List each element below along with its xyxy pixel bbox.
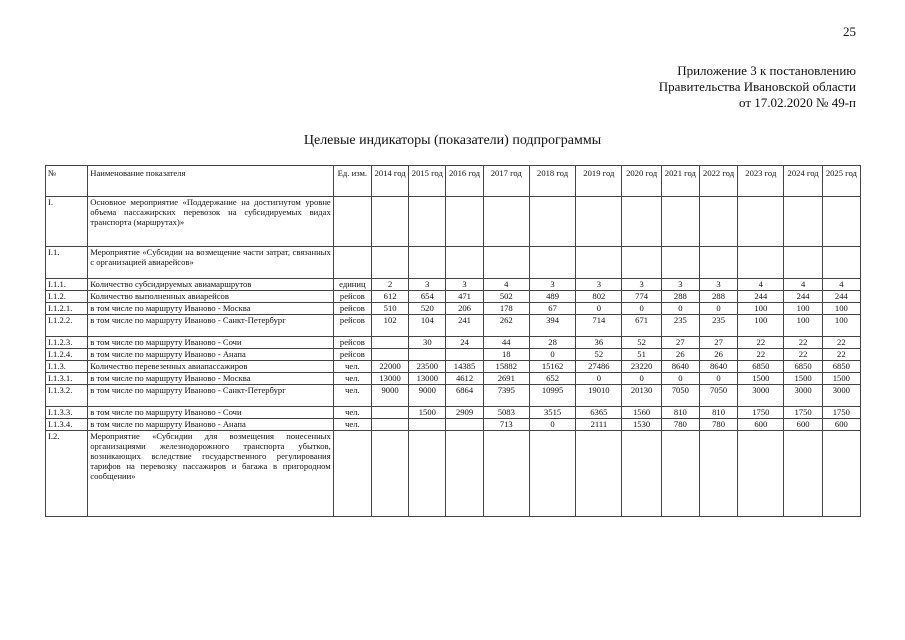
row-value: 3 — [446, 279, 483, 291]
row-value: 4 — [822, 279, 860, 291]
row-value: 1560 — [622, 407, 661, 419]
row-value: 67 — [529, 303, 575, 315]
row-unit: чел. — [333, 385, 371, 407]
row-unit: рейсов — [333, 337, 371, 349]
row-value: 612 — [371, 291, 408, 303]
row-value: 22 — [822, 349, 860, 361]
row-code: I.1.3.2. — [46, 385, 88, 407]
row-value — [529, 247, 575, 279]
row-value: 27486 — [576, 361, 622, 373]
row-value: 0 — [622, 303, 661, 315]
row-value: 30 — [409, 337, 446, 349]
row-value: 22 — [738, 349, 784, 361]
header-year: 2023 год — [738, 166, 784, 197]
table-header-row — [46, 166, 861, 197]
row-value: 3000 — [738, 385, 784, 407]
row-unit: чел. — [333, 361, 371, 373]
row-value: 810 — [661, 407, 699, 419]
indicators-table — [45, 165, 861, 517]
row-value: 3 — [409, 279, 446, 291]
row-value: 104 — [409, 315, 446, 337]
header-year: 2015 год — [409, 166, 446, 197]
row-value: 714 — [576, 315, 622, 337]
header-year: 2018 год — [529, 166, 575, 197]
row-code: I. — [46, 197, 88, 247]
row-value — [699, 247, 737, 279]
row-value: 520 — [409, 303, 446, 315]
row-value — [483, 197, 529, 247]
row-value — [661, 247, 699, 279]
row-value — [409, 419, 446, 431]
row-value: 6864 — [446, 385, 483, 407]
table-row — [46, 303, 861, 315]
row-code: I.2. — [46, 431, 88, 517]
table-row — [46, 315, 861, 337]
row-value — [371, 247, 408, 279]
row-code: I.1.3. — [46, 361, 88, 373]
header-year: 2019 год — [576, 166, 622, 197]
row-value — [738, 247, 784, 279]
row-value: 7395 — [483, 385, 529, 407]
row-value: 244 — [822, 291, 860, 303]
row-value: 1500 — [409, 407, 446, 419]
row-value: 1750 — [784, 407, 822, 419]
row-value: 19010 — [576, 385, 622, 407]
row-value: 22 — [784, 349, 822, 361]
row-unit: чел. — [333, 373, 371, 385]
row-code: I.1.2.4. — [46, 349, 88, 361]
row-value: 178 — [483, 303, 529, 315]
row-value: 4 — [784, 279, 822, 291]
row-value: 810 — [699, 407, 737, 419]
row-value — [661, 197, 699, 247]
row-value: 6365 — [576, 407, 622, 419]
row-value: 0 — [661, 373, 699, 385]
row-code: I.1.3.4. — [46, 419, 88, 431]
table-row — [46, 431, 861, 517]
row-value: 780 — [661, 419, 699, 431]
row-value: 10995 — [529, 385, 575, 407]
row-value: 3 — [699, 279, 737, 291]
table-row — [46, 407, 861, 419]
row-code: I.1.3.3. — [46, 407, 88, 419]
row-value — [784, 197, 822, 247]
row-unit: рейсов — [333, 303, 371, 315]
row-value: 713 — [483, 419, 529, 431]
row-value: 9000 — [409, 385, 446, 407]
table-row — [46, 361, 861, 373]
appendix-line-3: от 17.02.2020 № 49-п — [739, 95, 856, 110]
row-value: 8640 — [661, 361, 699, 373]
row-value: 4 — [483, 279, 529, 291]
row-value: 0 — [576, 373, 622, 385]
row-value: 244 — [738, 291, 784, 303]
row-indicator-name: Основное мероприятие «Поддержание на достигнутом уровне объема пассажирских перевозок на субсидируемых видах транспорта (маршрутах)» — [88, 197, 334, 247]
row-value: 20130 — [622, 385, 661, 407]
row-value — [529, 431, 575, 517]
table-row — [46, 197, 861, 247]
row-value — [483, 247, 529, 279]
row-value: 3000 — [822, 385, 860, 407]
row-value: 2909 — [446, 407, 483, 419]
row-code: I.1.3.1. — [46, 373, 88, 385]
row-value: 4612 — [446, 373, 483, 385]
row-value: 652 — [529, 373, 575, 385]
row-indicator-name: в том числе по маршруту Иваново - Москва — [88, 373, 334, 385]
row-indicator-name: Мероприятие «Субсидии для возмещения понесенных организациями железнодорожного транспорта убытков, возникающих вследствие государственного регулирования тарифов на перевозку пассажиров и багажа в пригородном сообщении» — [88, 431, 334, 517]
row-value: 3 — [576, 279, 622, 291]
row-value: 654 — [409, 291, 446, 303]
row-value: 600 — [822, 419, 860, 431]
row-value — [622, 431, 661, 517]
row-value — [529, 197, 575, 247]
row-value — [446, 349, 483, 361]
row-unit: чел. — [333, 419, 371, 431]
row-value: 7050 — [699, 385, 737, 407]
table-row — [46, 349, 861, 361]
row-value: 802 — [576, 291, 622, 303]
row-value: 3 — [529, 279, 575, 291]
header-year: 2017 год — [483, 166, 529, 197]
row-value — [409, 349, 446, 361]
row-value — [661, 431, 699, 517]
row-unit — [333, 247, 371, 279]
page-number: 25 — [843, 24, 856, 39]
row-indicator-name: в том числе по маршруту Иваново - Москва — [88, 303, 334, 315]
row-value: 22 — [784, 337, 822, 349]
row-value: 8640 — [699, 361, 737, 373]
row-unit: чел. — [333, 407, 371, 419]
row-indicator-name: в том числе по маршруту Иваново - Санкт-Петербург — [88, 385, 334, 407]
appendix-line-1: Приложение 3 к постановлению — [677, 63, 856, 78]
row-value: 774 — [622, 291, 661, 303]
row-value: 6850 — [784, 361, 822, 373]
table-row — [46, 337, 861, 349]
header-year: 2024 год — [784, 166, 822, 197]
table-row — [46, 247, 861, 279]
row-value: 0 — [529, 419, 575, 431]
appendix-block — [659, 63, 856, 111]
row-unit: рейсов — [333, 291, 371, 303]
row-unit: единиц — [333, 279, 371, 291]
row-value — [409, 247, 446, 279]
row-value: 0 — [576, 303, 622, 315]
row-indicator-name: в том числе по маршруту Иваново - Сочи — [88, 337, 334, 349]
header-year: 2020 год — [622, 166, 661, 197]
row-value — [576, 197, 622, 247]
row-value — [822, 197, 860, 247]
row-value: 100 — [784, 315, 822, 337]
row-code: I.1.2.2. — [46, 315, 88, 337]
row-value: 3 — [661, 279, 699, 291]
row-value: 44 — [483, 337, 529, 349]
row-value — [371, 431, 408, 517]
row-value — [738, 431, 784, 517]
table-row — [46, 291, 861, 303]
row-value — [409, 431, 446, 517]
row-value — [699, 197, 737, 247]
row-value: 5083 — [483, 407, 529, 419]
header-number: № — [46, 166, 88, 197]
document-title: Целевые индикаторы (показатели) подпрограммы — [303, 133, 602, 148]
row-value — [822, 431, 860, 517]
row-value: 18 — [483, 349, 529, 361]
row-value — [446, 419, 483, 431]
row-indicator-name: в том числе по маршруту Иваново - Анапа — [88, 349, 334, 361]
row-value: 6850 — [822, 361, 860, 373]
row-value: 671 — [622, 315, 661, 337]
table-row — [46, 373, 861, 385]
row-value: 288 — [661, 291, 699, 303]
row-value: 1750 — [738, 407, 784, 419]
row-value: 13000 — [371, 373, 408, 385]
row-unit — [333, 197, 371, 247]
row-value: 262 — [483, 315, 529, 337]
row-code: I.1.2.3. — [46, 337, 88, 349]
row-value: 394 — [529, 315, 575, 337]
row-value — [446, 431, 483, 517]
row-value — [446, 197, 483, 247]
row-indicator-name: в том числе по маршруту Иваново - Санкт-Петербург — [88, 315, 334, 337]
row-value: 100 — [822, 315, 860, 337]
row-value — [371, 337, 408, 349]
row-value: 3000 — [784, 385, 822, 407]
row-value: 26 — [699, 349, 737, 361]
row-value: 502 — [483, 291, 529, 303]
row-value: 36 — [576, 337, 622, 349]
row-value: 22 — [822, 337, 860, 349]
row-indicator-name: Количество перевезенных авиапассажиров — [88, 361, 334, 373]
appendix-line-2: Правительства Ивановской области — [658, 79, 856, 94]
row-value — [822, 247, 860, 279]
row-value: 2111 — [576, 419, 622, 431]
row-unit: рейсов — [333, 349, 371, 361]
row-value: 24 — [446, 337, 483, 349]
row-value: 0 — [622, 373, 661, 385]
row-value: 0 — [699, 373, 737, 385]
row-value: 471 — [446, 291, 483, 303]
row-value: 13000 — [409, 373, 446, 385]
row-value: 1530 — [622, 419, 661, 431]
row-value — [409, 197, 446, 247]
row-value: 0 — [529, 349, 575, 361]
row-indicator-name: Количество субсидируемых авиамаршрутов — [88, 279, 334, 291]
row-value — [738, 197, 784, 247]
row-value: 6850 — [738, 361, 784, 373]
row-value: 22 — [738, 337, 784, 349]
row-value: 15162 — [529, 361, 575, 373]
row-value: 14385 — [446, 361, 483, 373]
header-year: 2016 год — [446, 166, 483, 197]
header-year: 2014 год — [371, 166, 408, 197]
row-value: 27 — [661, 337, 699, 349]
row-value: 235 — [699, 315, 737, 337]
row-code: I.1.2.1. — [46, 303, 88, 315]
header-year: 2022 год — [699, 166, 737, 197]
row-value — [622, 197, 661, 247]
row-value: 22000 — [371, 361, 408, 373]
table-row — [46, 385, 861, 407]
row-indicator-name: Количество выполненных авиарейсов — [88, 291, 334, 303]
row-value: 23500 — [409, 361, 446, 373]
row-value: 510 — [371, 303, 408, 315]
row-code: I.1.1. — [46, 279, 88, 291]
row-value: 206 — [446, 303, 483, 315]
row-value — [371, 197, 408, 247]
row-value: 1500 — [784, 373, 822, 385]
row-value: 0 — [699, 303, 737, 315]
row-value: 2 — [371, 279, 408, 291]
row-code: I.1. — [46, 247, 88, 279]
table-row — [46, 279, 861, 291]
row-indicator-name: в том числе по маршруту Иваново - Сочи — [88, 407, 334, 419]
row-value: 15882 — [483, 361, 529, 373]
header-indicator-name: Наименование показателя — [88, 166, 334, 197]
header-year: 2025 год — [822, 166, 860, 197]
row-value — [483, 431, 529, 517]
row-value: 4 — [738, 279, 784, 291]
row-value: 51 — [622, 349, 661, 361]
row-value — [784, 247, 822, 279]
row-value: 600 — [738, 419, 784, 431]
row-value: 9000 — [371, 385, 408, 407]
row-value: 3515 — [529, 407, 575, 419]
row-value: 600 — [784, 419, 822, 431]
row-value: 52 — [622, 337, 661, 349]
header-unit: Ед. изм. — [333, 166, 371, 197]
row-value: 27 — [699, 337, 737, 349]
row-value — [576, 247, 622, 279]
row-value: 28 — [529, 337, 575, 349]
row-value — [446, 247, 483, 279]
row-unit — [333, 431, 371, 517]
row-value — [371, 407, 408, 419]
row-value: 244 — [784, 291, 822, 303]
row-value: 288 — [699, 291, 737, 303]
row-value — [576, 431, 622, 517]
row-value: 1500 — [822, 373, 860, 385]
row-value: 1750 — [822, 407, 860, 419]
row-value: 235 — [661, 315, 699, 337]
row-value: 0 — [661, 303, 699, 315]
row-indicator-name: в том числе по маршруту Иваново - Анапа — [88, 419, 334, 431]
row-value: 489 — [529, 291, 575, 303]
row-value: 102 — [371, 315, 408, 337]
row-value: 100 — [738, 303, 784, 315]
row-value: 100 — [738, 315, 784, 337]
row-value: 100 — [822, 303, 860, 315]
row-value: 23220 — [622, 361, 661, 373]
table-body — [46, 197, 861, 517]
row-code: I.1.2. — [46, 291, 88, 303]
row-value: 780 — [699, 419, 737, 431]
row-value: 100 — [784, 303, 822, 315]
row-value — [784, 431, 822, 517]
row-value — [371, 419, 408, 431]
row-value — [622, 247, 661, 279]
row-value: 1500 — [738, 373, 784, 385]
row-value — [699, 431, 737, 517]
row-value: 241 — [446, 315, 483, 337]
row-value — [371, 349, 408, 361]
row-indicator-name: Мероприятие «Субсидии на возмещение части затрат, связанных с организацией авиарейсов» — [88, 247, 334, 279]
row-value: 2691 — [483, 373, 529, 385]
row-value: 7050 — [661, 385, 699, 407]
row-unit: рейсов — [333, 315, 371, 337]
row-value: 26 — [661, 349, 699, 361]
header-year: 2021 год — [661, 166, 699, 197]
table-row — [46, 419, 861, 431]
row-value: 3 — [622, 279, 661, 291]
row-value: 52 — [576, 349, 622, 361]
